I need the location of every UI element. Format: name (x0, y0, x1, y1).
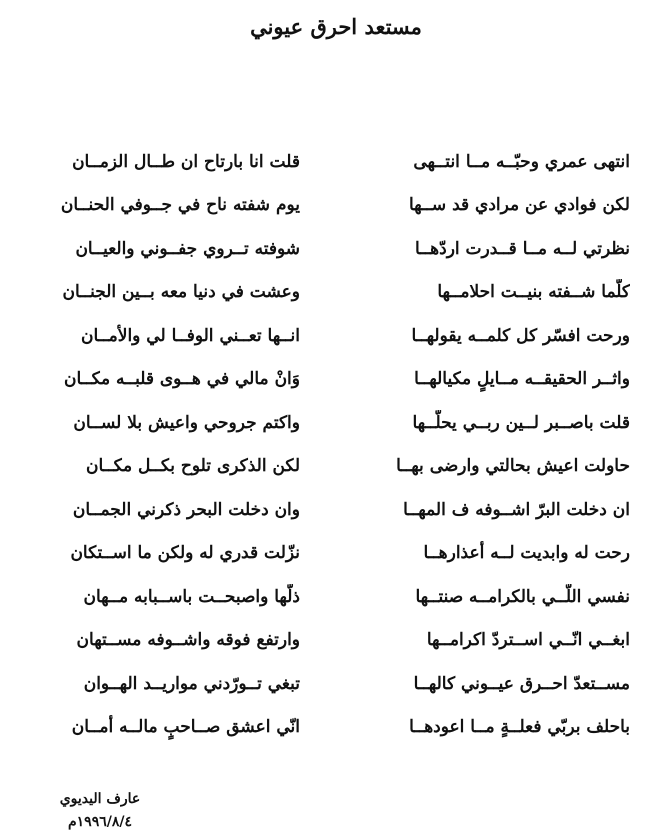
verse-line (30, 227, 630, 271)
verse-second-hemistich: وان دخلت البحر ذكرني الجمــان (72, 499, 300, 520)
verse-second-hemistich: لكن الذكرى تلوح بكــل مكــان (86, 456, 300, 477)
verse-line (30, 358, 630, 402)
verse-second-hemistich: قلت انا بارتاح ان طــال الزمــان (72, 151, 300, 172)
verse-line (30, 314, 630, 358)
verse-line (30, 445, 630, 489)
verse-second-hemistich: تبغي تــورّدني مواريــد الهــوان (83, 673, 300, 694)
verse-line (30, 184, 630, 228)
verse-second-hemistich: واكتم جروحي واعيش بلا لســان (73, 412, 300, 433)
verse-second-hemistich: ذلّها واصبحــت باســبابه مــهان (83, 586, 300, 607)
verse-line (30, 662, 630, 706)
verse-first-hemistich: ورحت افسّر كل كلمــه يقولهــا (411, 325, 630, 346)
verse-second-hemistich: انّي اعشق صــاحبٍ مالــه أمــان (71, 717, 300, 738)
verse-first-hemistich: مســتعدّ احــرق عيــوني كالهــا (413, 673, 630, 694)
verse-first-hemistich: باحلف بربّي فعلــةٍ مــا اعودهــا (409, 717, 630, 738)
verse-first-hemistich: ابغــي انّــي اســتردّ اكرامــها (426, 630, 630, 651)
verse-first-hemistich: نظرتي لــه مــا قــدرت اردّهــا (415, 238, 630, 259)
verse-first-hemistich: لكن فوادي عن مرادي قد ســها (408, 195, 630, 216)
verse-line (30, 575, 630, 619)
verse-first-hemistich: انتهى عمري وحبّــه مــا انتــهى (413, 151, 630, 172)
verse-first-hemistich: حاولت اعيش بحالتي وارضى بهــا (396, 456, 630, 477)
poem-date: ١٩٩٦/٨/٤م (67, 814, 132, 830)
verse-second-hemistich: نزّلت قدري له ولكن ما اســتكان (70, 543, 300, 564)
verse-line (30, 271, 630, 315)
poem-title: مستعد احرق عيوني (250, 14, 422, 39)
verse-second-hemistich: شوفته تــروي جفــوني والعيــان (75, 238, 300, 259)
verse-line (30, 140, 630, 184)
verse-second-hemistich: وَانْ مالي في هــوى قلبــه مكــان (63, 369, 300, 390)
author-name: عارف اليديوي (59, 791, 141, 807)
verse-first-hemistich: رحت له وابديت لــه أعذارهــا (423, 543, 630, 564)
verse-second-hemistich: انــها تعــني الوفــا لي والأمــان (81, 325, 300, 346)
verse-second-hemistich: يوم شفته ناح في جــوفي الحنــان (60, 195, 300, 216)
verse-line (30, 706, 630, 750)
verse-first-hemistich: قلت باصــبر لــين ربــي يحلّــها (412, 412, 630, 433)
verse-second-hemistich: وعشت في دنيا معه بــين الجنــان (62, 282, 300, 303)
verse-first-hemistich: واثــر الحقيقــه مــايلٍ مكيالهــا (414, 369, 630, 390)
verse-line (30, 619, 630, 663)
verse-first-hemistich: نفسي اللّــي بالكرامــه صنتــها (415, 586, 630, 607)
poem-body (30, 140, 630, 749)
verse-first-hemistich: كلّما شــفته بنيــت احلامــها (437, 282, 630, 303)
verse-first-hemistich: ان دخلت البرّ اشــوفه ف المهــا (403, 499, 630, 520)
verse-line (30, 488, 630, 532)
verse-second-hemistich: وارتفع فوقه واشــوفه مســتهان (76, 630, 300, 651)
verse-line (30, 532, 630, 576)
verse-line (30, 401, 630, 445)
